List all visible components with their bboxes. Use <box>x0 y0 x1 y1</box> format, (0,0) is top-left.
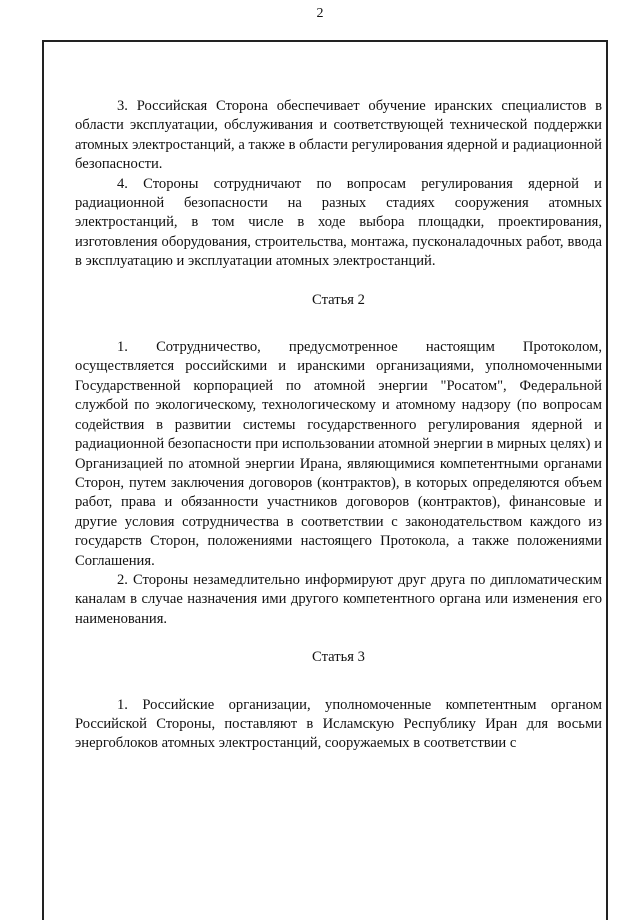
article-3-paragraph-1: 1. Российские организации, уполномоченные компетентным органом Российской Стороны, поставляют в Исламскую Республику Иран для восьми энергоблоков атомных электростанций, сооружаемых в соответствии с <box>75 696 602 752</box>
document-body <box>75 97 602 754</box>
page-number: 2 <box>316 6 324 21</box>
paragraph-4-regulation: 4. Стороны сотрудничают по вопросам регулирования ядерной и радиационной безопасности на разных стадиях сооружения атомных электростанций, в том числе в ходе выбора площадки, проектирования, изготовления оборудования, строительства, монтажа, пусконаладочных работ, ввода в эксплуатацию и эксплуатации атомных электростанций. <box>75 175 602 270</box>
article-2-heading: Статья 2 <box>312 291 365 308</box>
spacer <box>75 629 602 648</box>
spacer <box>75 310 602 338</box>
spacer <box>75 272 602 291</box>
paragraph-3-training: 3. Российская Сторона обеспечивает обучение иранских специалистов в области эксплуатации, обслуживания и соответствующей технической поддержки атомных электростанций, а также в области регулирования ядерной и радиационной безопасности. <box>75 98 602 173</box>
spacer <box>75 668 602 696</box>
article-2-paragraph-1: 1. Сотрудничество, предусмотренное настоящим Протоколом, осуществляется российскими и иранскими организациями, уполномоченными Государственной корпорацией по атомной энергии "Росатом", Федеральной службой по экологическому, технологическому и атомному надзору (по вопросам содействия в развитии системы государственного регулирования ядерной и радиационной безопасности при использовании атомной энергии в мирных целях) и Организацией по атомной энергии Ирана, являющимися компетентными органами Сторон, путем заключения договоров (контрактов), в которых определяются объем работ, права и обязанности участников договоров (контрактов), финансовые и другие условия сотрудничества в соответствии с законодательством каждого из государств Сторон, положениями настоящего Протокола, а также положениями Соглашения. <box>75 339 602 569</box>
article-2-paragraph-2: 2. Стороны незамедлительно информируют друг друга по дипломатическим каналам в случае назначения ими другого компетентного органа или изменения его наименования. <box>75 571 602 627</box>
article-3-heading: Статья 3 <box>312 649 365 666</box>
